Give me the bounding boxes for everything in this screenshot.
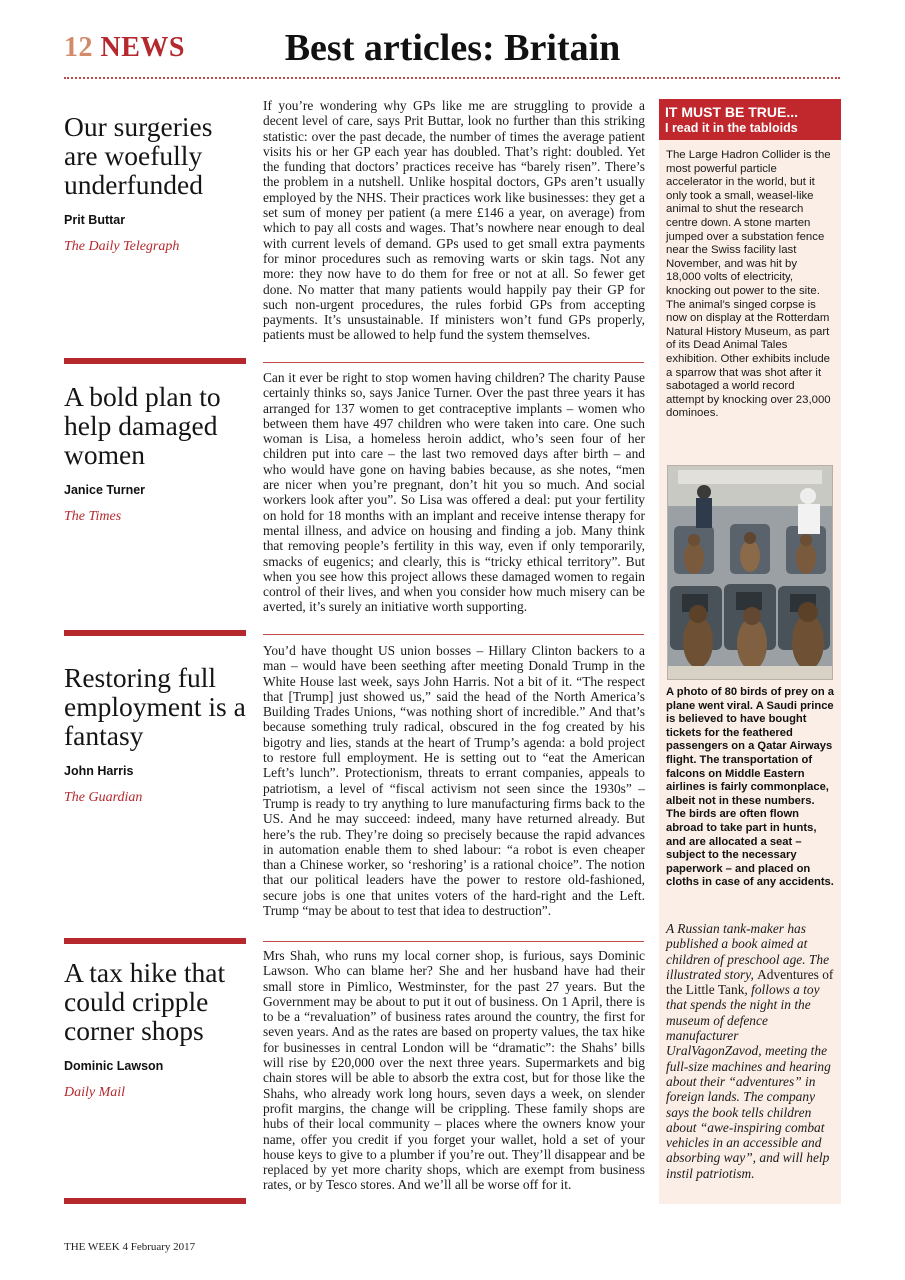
article-3-source: The Guardian xyxy=(64,790,143,805)
article-3-body-rule xyxy=(263,941,644,942)
tank-story-rest: , follows a toy that spends the night in the museum of defence manufacturer UralVagonZavod, meeting the full-size machines and hearing about their “adventures” in foreign lands. The company says the book tells children about “awe-inspiring combat vehicles in an accessible and absorbing way”, and will help instil patriotism. xyxy=(666,982,831,1181)
section-name: NEWS xyxy=(100,32,185,63)
sidebar-heading: IT MUST BE TRUE... xyxy=(665,104,798,120)
article-2-divider xyxy=(64,630,246,636)
sidebar-story-tank xyxy=(666,921,836,1181)
article-3-headline: Restoring full employment is a fantasy xyxy=(64,662,246,751)
page-footer xyxy=(64,1241,195,1253)
article-1-body-rule xyxy=(263,362,644,363)
article-4-author: Dominic Lawson xyxy=(64,1059,164,1073)
falcons-photo-illustration xyxy=(668,466,832,679)
article-2-meta xyxy=(64,382,246,525)
article-3-body: You’d have thought US union bosses – Hillary Clinton backers to a man – would have been seething after meeting Donald Trump in the White House last week, says John Harris. Not a bit of it. “The respect that [Trump] just showed us,” said the head of the North America’s Building Trades Unions, “was nothing short of incredible.” And that’s because something truly radical, obscured in the fog created by his bigotry and lies, stands at the heart of Trump’s agenda: a bold project to restore full employment. He is setting out to “eat the American Left’s lunch”. Protectionism, threats to errant companies, appeals to patriotism, a level of “fiscal activism not seen since the 1930s” – Trump is ready to try anything to lure manufacturing firms back to the US. And he may succeed: indeed, many have returned already. But here’s the rub. They’re doing so precisely because the rapid advances in automation enable them to shed labour: “a robot is even cheaper than a Chinese worker, so ‘reshoring’ is a rational choice”. The notion that our political leaders have the power to restore old-fashioned, secure jobs is one that unites voters of the hard-right and the Left. Trump “may be about to test that idea to destruction”. xyxy=(263,643,645,919)
article-1-body: If you’re wondering why GPs like me are struggling to provide a decent level of care, says Prit Buttar, look no further than this striking statistic: over the past decade, the number of times the average patient visits his or her GP each year has doubled. That’s right: doubled. Yet the funding that doctors’ practices receive has “barely risen”. There’s the problem in a nutshell. Unlike hospital doctors, GPs aren’t usually employed by the NHS. Their practices work like businesses: they get a set sum of money per patient (a mere £146 a year, on average) from which to pay all costs and wages. That’s nowhere near enough to deal with current levels of demand. GPs used to get small extra payments for minor procedures such as removing warts or skin tags. Not any more: they now have to do them for free or not at all. So fewer get done. No matter that many patients would happily pay their GP for such non-urgent procedures, the rules forbid GPs from accepting payments. It’s unsustainable. If ministers won’t fund GPs properly, patients must be allowed to help fund the system themselves. xyxy=(263,98,645,343)
footer-publication: THE WEEK xyxy=(64,1241,120,1253)
article-4-headline: A tax hike that could cripple corner shops xyxy=(64,957,226,1046)
article-1-meta xyxy=(64,112,246,255)
sidebar-story-hadron: The Large Hadron Collider is the most powerful particle accelerator in the world, but it only took a small, weasel-like animal to shut the research centre down. A stone marten jumped over a substation fence near the Swiss facility last November, and was hit by 18,000 volts of electricity, knocking out power to the site. The animal’s singed corpse is now on display at the Rotterdam Natural History Museum, as part of its Dead Animal Tales exhibition. Other exhibits include a sparrow that was shot after it sabotaged a world record attempt by knocking over 23,000 dominoes. xyxy=(666,149,831,420)
page-title: Best articles: Britain xyxy=(284,27,621,69)
tank-story-intro: A Russian tank-maker has published a book aimed at children of preschool age. The illustrated story, xyxy=(666,921,830,982)
article-1-headline: Our surgeries are woefully underfunded xyxy=(64,111,213,200)
article-1-source: The Daily Telegraph xyxy=(64,239,180,254)
article-3-meta xyxy=(64,663,246,806)
article-2-author: Janice Turner xyxy=(64,483,146,497)
article-2-source: The Times xyxy=(64,509,122,524)
article-2-headline: A bold plan to help damaged women xyxy=(64,381,221,470)
footer-date: 4 February 2017 xyxy=(122,1241,196,1253)
article-2-body: Can it ever be right to stop women having children? The charity Pause certainly thinks so, says Janice Turner. Over the past three years it has arranged for 137 women to get contraceptive implants – women who between them have 497 children who were taken into care. One such woman is Lisa, a homeless heroin addict, who’s seen four of her children put into care – the last two removed days after birth – and who would have gone on having babies because, as she notes, “men are nicer when you’re pregnant, don’t hit you so much. And social workers look after you”. So Lisa was offered a deal: put your fertility on hold for 18 months with an implant and receive intense therapy for mental illness, and advice on housing and finding a job. Many think that removing people’s fertility in this way, even if only temporarily, smacks of eugenics; and clearly, this is “tricky ethical territory”. But when you see how this project allows these damaged women to regain control of their lives, and when you consider how much misery can be averted, it’s surely an initiative worth supporting. xyxy=(263,370,645,615)
article-4-divider xyxy=(64,1198,246,1204)
tank-book-title: Adventures of the Little Tank xyxy=(666,966,834,998)
article-4-meta xyxy=(64,958,246,1101)
article-3-divider xyxy=(64,938,246,944)
page-number: 12 xyxy=(64,32,93,63)
article-3-author: John Harris xyxy=(64,764,134,778)
article-4-source: Daily Mail xyxy=(64,1085,126,1100)
sidebar-subheading: I read it in the tabloids xyxy=(665,121,798,135)
sidebar-it-must-be-true xyxy=(659,99,841,1204)
article-2-body-rule xyxy=(263,634,644,635)
falcons-on-plane-photo xyxy=(667,465,833,680)
photo-caption: A photo of 80 birds of prey on a plane went viral. A Saudi prince is believed to have bought tickets for the feathered passengers on a Qatar Airways flight. The transportation of falcons on Middle Eastern airlines is fairly commonplace, albeit not in these numbers. The birds are often flown abroad to take part in hunts, and are allocated a seat – subject to the necessary paperwork – and placed on cloths in case of any accidents. xyxy=(666,686,835,889)
article-4-body: Mrs Shah, who runs my local corner shop, is furious, says Dominic Lawson. Who can blame her? She and her husband have had their small store in Pimlico, Westminster, for the past 27 years. But the Government may be about to put it out of business. On 1 April, there is to be a “revaluation” of business rates around the country, the first for seven years. And as the rates are based on property values, the tax hike for businesses in central London will be “dramatic”: the Shahs’ bills will rise by £20,000 over the next three years. Supermarkets and big chain stores will be able to absorb the extra cost, but for those like the Shahs, who already work long hours, seven days a week, on slender profit margins, the change will be crippling. These family shops are hubs of their local community – places where the owners know your name, offer you credit if you forget your wallet, hold a set of your house keys to give to a plumber if you’re out. They’ll disappear and be replaced by yet more charity shops, which are exempt from business rates, or by Tesco stores. And we’ll all be worse off for it. xyxy=(263,948,645,1193)
sidebar-header xyxy=(659,99,841,140)
article-1-author: Prit Buttar xyxy=(64,213,126,227)
header-dotted-rule xyxy=(64,77,840,79)
article-1-divider xyxy=(64,358,246,364)
